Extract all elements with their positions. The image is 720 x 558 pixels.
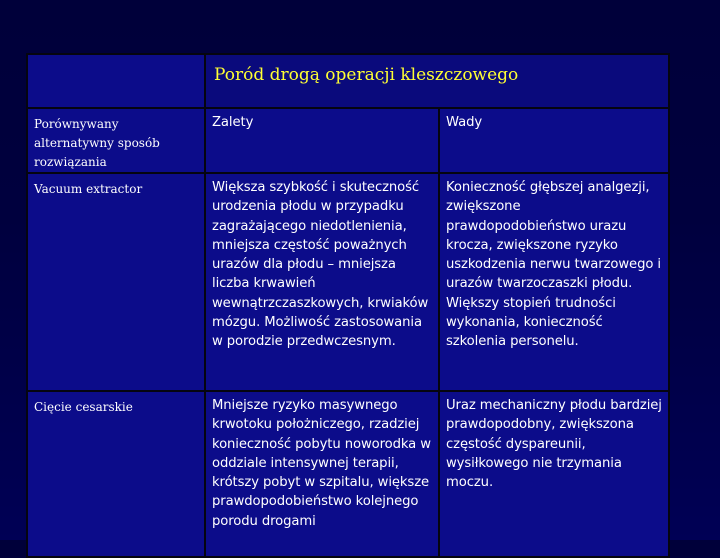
pros-vacuum-extractor: Większa szybkość i skuteczność urodzenia płodu w przypadku zagrażającego niedotlenienia, mniejsza częstość poważnych urazów dla płodu – mniejsza liczba krwawień wewnątrzczaszkowych, krwiaków mózgu. Możliwość zastosowania w porodzie przedwczesnym. xyxy=(205,173,439,391)
cons-vacuum-extractor: Konieczność głębszej analgezji, zwiększone prawdopodobieństwo urazu krocza, zwiększone ryzyko uszkodzenia nerwu twarzowego i urazów twarzoczaszki płodu. Większy stopień trudności wykonania, konieczność szkolenia personelu. xyxy=(439,173,669,391)
cons-cesarean-section: Uraz mechaniczny płodu bardziej prawdopodobny, zwiększona częstość dyspareunii, wysiłkowego nie trzymania moczu. xyxy=(439,391,669,557)
table-title-row xyxy=(27,54,669,108)
method-cesarean-section: Cięcie cesarskie xyxy=(27,391,205,557)
table-corner-cell xyxy=(27,54,205,108)
comparison-table xyxy=(26,53,670,558)
table-row xyxy=(27,391,669,557)
header-alternative-method: Porównywany alternatywny sposób rozwiązania xyxy=(27,108,205,173)
table-title: Poród drogą operacji kleszczowego xyxy=(205,54,669,108)
header-advantages: Zalety xyxy=(205,108,439,173)
table-row xyxy=(27,173,669,391)
header-disadvantages: Wady xyxy=(439,108,669,173)
pros-cesarean-section: Mniejsze ryzyko masywnego krwotoku położniczego, rzadziej konieczność pobytu noworodka w oddziale intensywnej terapii, krótszy pobyt w szpitalu, większe prawdopodobieństwo kolejnego porodu drogami xyxy=(205,391,439,557)
method-vacuum-extractor: Vacuum extractor xyxy=(27,173,205,391)
table-header-row xyxy=(27,108,669,173)
